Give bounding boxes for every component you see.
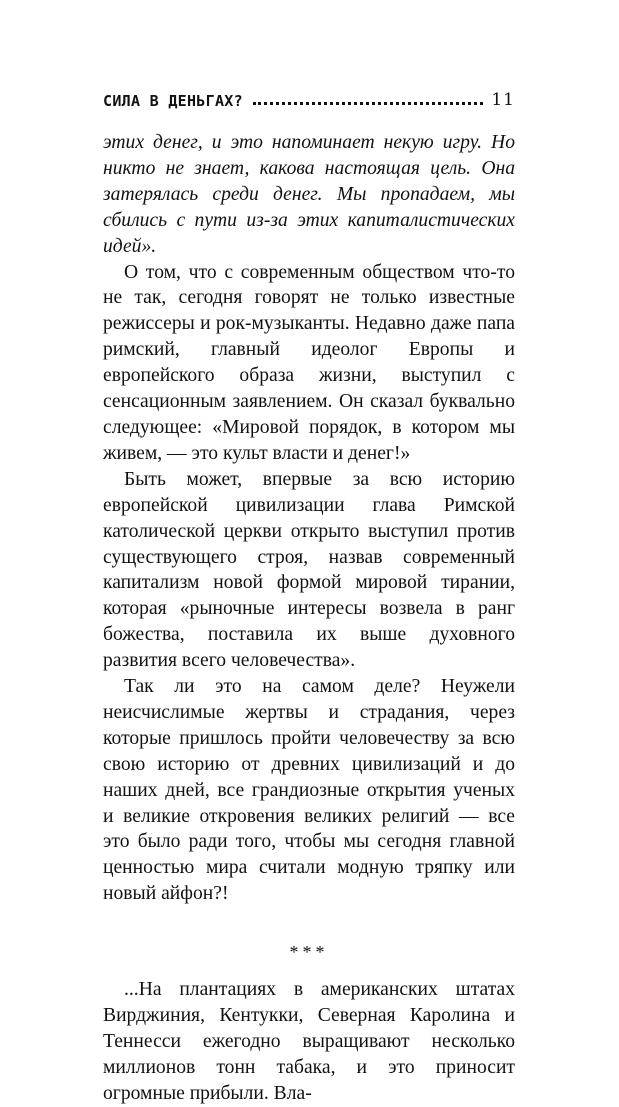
paragraph: ...На плантациях в американских штатах Вирджиния, Кентукки, Северная Каролина и Теннесси ежегодно выращивают несколько миллионов тонн табака, и это приносит огромные прибыли. Вла-	[103, 979, 515, 1104]
chapter-title: СИЛА В ДЕНЬГАХ?	[103, 92, 243, 110]
section-separator: ***	[289, 942, 329, 963]
paragraph-quote-continuation: этих денег, и это напоминает некую игру. Но никто не знает, какова настоящая цель. Она затерялась среди денег. Мы пропадаем, мы сбились с пути из-за этих капиталистических идей».	[103, 132, 515, 257]
paragraph: Быть может, впервые за всю историю европейской цивилизации глава Римской католической церкви открыто выступил против существующего строя, назвав современный капитализм новой формой мировой тирании, которая «рыночные интересы возвела в ранг божества, поставила их выше духовного развития всего человечества».	[103, 468, 515, 672]
paragraph: О том, что с современным обществом что-то не так, сегодня говорят не только известные режиссеры и рок-музыканты. Недавно даже папа римский, главный идеолог Европы и европейского образа жизни, выступил с сенсационным заявлением. Он сказал буквально следующее: «Мировой порядок, в котором мы живем, — это культ власти и денег!»	[103, 261, 515, 464]
paragraph: Так ли это на самом деле? Неужели неисчислимые жертвы и страдания, через которые пришлось пройти человечеству за всю свою историю от древних цивилизаций и до наших дней, все грандиозные открытия ученых и великие откровения великих религий — все это было ради того, чтобы мы сегодня главной ценностью мира считали модную тряпку или новый айфон?!	[103, 676, 515, 905]
body-text	[103, 130, 515, 1107]
leader-dots	[253, 102, 483, 105]
running-header	[103, 86, 515, 110]
page-number: 11	[491, 90, 515, 110]
